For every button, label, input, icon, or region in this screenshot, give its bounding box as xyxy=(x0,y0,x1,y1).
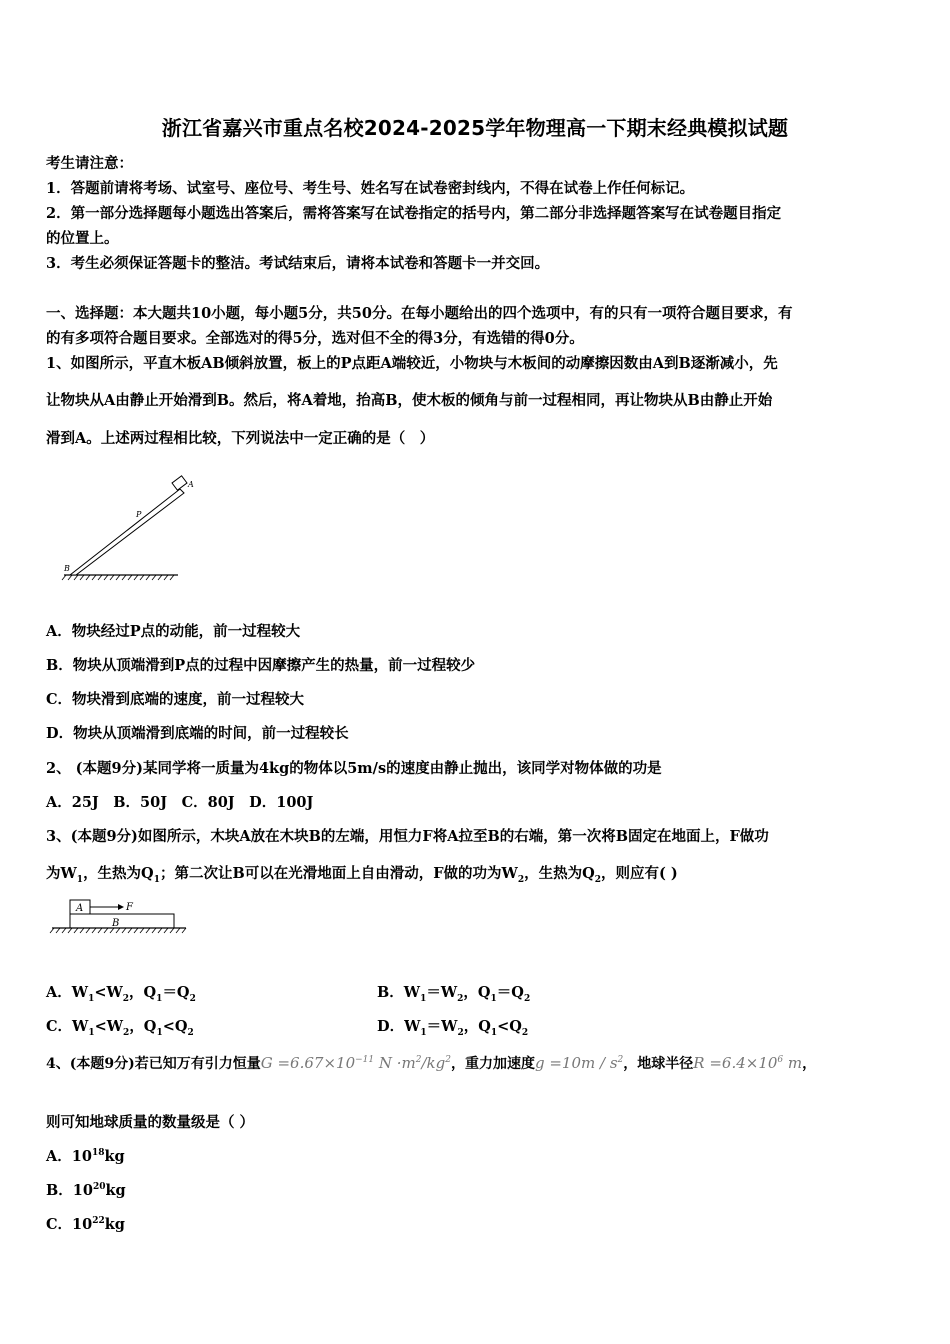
q1-option: B．物块从顶端滑到P点的过程中因摩擦产生的热量，前一过程较少 xyxy=(46,657,476,674)
q2-options: A．25J B．50J C．80J D．100J xyxy=(46,794,314,811)
q4-option: B．$10^{20}kg$ xyxy=(46,1182,126,1199)
label-b: B xyxy=(112,918,120,929)
section-instructions: 一、选择题：本大题共10小题，每小题5分，共50分。在每小题给出的四个选项中，有的只有一项符合题目要求，有 xyxy=(46,305,793,322)
q3-text: 为$W_1$，生热为$Q_1$；第二次让B可以在光滑地面上自由滑动，F做的功为$W_2$，生热为$Q_2$，则应有( ) xyxy=(46,865,678,885)
notice-item: 3．考生必须保证答题卡的整洁。考试结束后，请将本试卷和答题卡一并交回。 xyxy=(46,255,550,272)
notice-heading: 考生请注意： xyxy=(46,155,133,172)
label-a: A xyxy=(76,903,84,914)
blocks-figure xyxy=(48,896,190,940)
q1-option: A．物块经过P点的动能，前一过程较大 xyxy=(46,623,301,640)
incline-figure xyxy=(56,475,194,585)
q4-option: A．$10^{18}kg$ xyxy=(46,1148,125,1165)
q2-text: 2、 (本题9分)某同学将一质量为4kg的物体以5m/s的速度由静止抛出，该同学对物体做的功是 xyxy=(46,760,662,777)
q4-option: C．$10^{22}kg$ xyxy=(46,1216,125,1233)
notice-item: 的位置上。 xyxy=(46,230,119,247)
label-a: A xyxy=(188,480,194,489)
q3-option-d: D．$W_1=W_2$，$Q_1<Q_2$ xyxy=(377,1018,529,1038)
label-b: B xyxy=(64,564,70,573)
gravitational-constant: $G =6.67\times 10^{-11}$ $N \cdot m^2/kg^2$ xyxy=(260,1054,451,1072)
label-p: P xyxy=(136,510,142,519)
q3-text: 3、(本题9分)如图所示，木块A放在木块B的左端，用恒力F将A拉至B的右端，第一次将B固定在地面上，F做功 xyxy=(46,828,769,845)
label-f: F xyxy=(126,902,133,913)
ground-hatching xyxy=(62,575,174,580)
sliding-block xyxy=(172,476,187,490)
q1-option: D．物块从顶端滑到底端的时间，前一过程较长 xyxy=(46,725,349,742)
q1-text: 滑到A。上述两过程相比较，下列说法中一定正确的是（ ） xyxy=(46,430,435,447)
notice-item: 2．第一部分选择题每小题选出答案后，需将答案写在试卷指定的括号内，第二部分非选择题答案写在试卷题目指定 xyxy=(46,205,782,222)
q1-text: 让物块从A由静止开始滑到B。然后，将A着地，抬高B，使木板的倾角与前一过程相同，再让物块从B由静止开始 xyxy=(46,392,773,409)
section-instructions: 的有多项符合题目要求。全部选对的得5分，选对但不全的得3分，有选错的得0分。 xyxy=(46,330,584,347)
q1-text: 1、如图所示，平直木板AB倾斜放置，板上的P点距A端较近，小物块与木板间的动摩擦因数由A到B逐渐减小，先 xyxy=(46,355,778,372)
notice-item: 1．答题前请将考场、试室号、座位号、考生号、姓名写在试卷密封线内，不得在试卷上作任何标记。 xyxy=(46,180,695,197)
inclined-board xyxy=(70,489,184,575)
q3-option-c: C．$W_1<W_2$，$Q_1<Q_2$ xyxy=(46,1018,194,1038)
page-title: 浙江省嘉兴市重点名校2024-2025学年物理高一下期末经典模拟试题 xyxy=(161,116,789,140)
arrow-head xyxy=(118,904,124,910)
q3-option-a: A．$W_1<W_2$，$Q_1=Q_2$ xyxy=(46,984,196,1004)
q3-option-b: B．$W_1=W_2$，$Q_1=Q_2$ xyxy=(377,984,531,1004)
q4-text: 4、(本题9分)若已知万有引力恒量$G =6.67\times 10^{-11}$ $N \cdot m^2/kg^2$，重力加速度$g =10m / s^2$，地球半径$R =6.4\times 10^6$ m， xyxy=(46,1054,817,1072)
q4-text: 则可知地球质量的数量级是（ ） xyxy=(46,1114,255,1131)
gravity-acceleration: $g =10m / s^2$ xyxy=(534,1054,624,1072)
earth-radius: $R =6.4\times 10^6$ m xyxy=(693,1054,803,1072)
block-b xyxy=(70,914,174,928)
q1-option: C．物块滑到底端的速度，前一过程较大 xyxy=(46,691,305,708)
